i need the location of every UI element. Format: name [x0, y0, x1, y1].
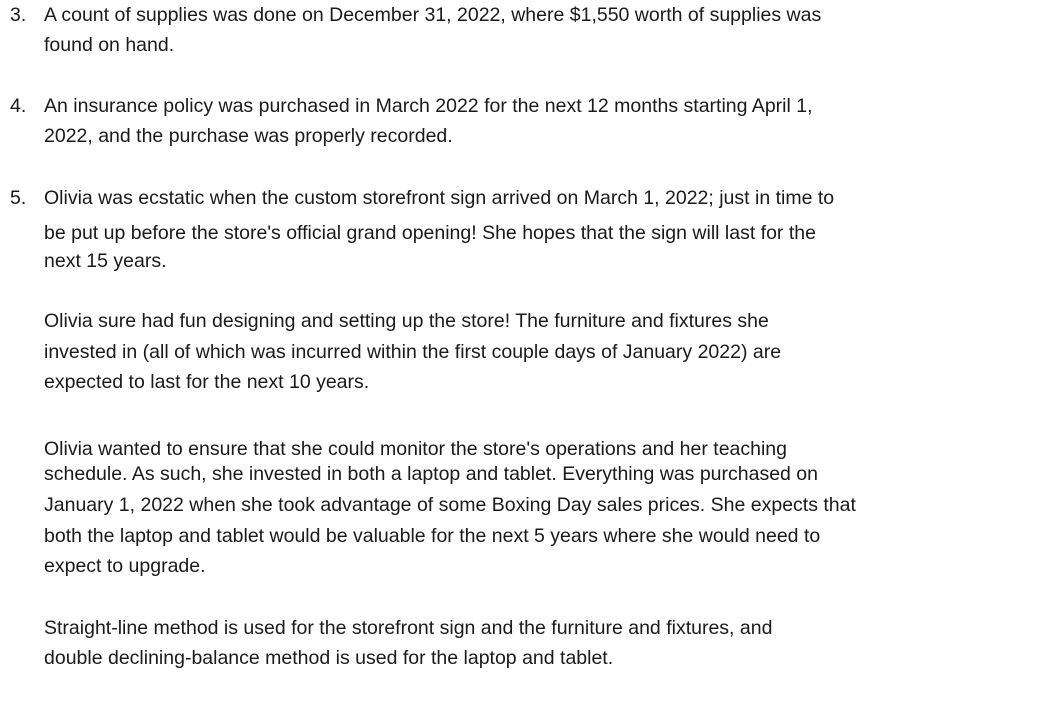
paragraph-line: double declining-balance method is used for the laptop and tablet. [44, 647, 614, 669]
paragraph-line: Olivia wanted to ensure that she could monitor the store's operations and her teaching [44, 438, 787, 460]
paragraph-line: Olivia sure had fun designing and setting up the store! The furniture and fixtures she [44, 310, 769, 332]
item-text-line: An insurance policy was purchased in March 2022 for the next 12 months starting April 1, [44, 95, 813, 117]
item-text-line: 2022, and the purchase was properly recorded. [44, 125, 453, 147]
item-number: 3. [10, 4, 27, 26]
paragraph-line: Straight-line method is used for the storefront sign and the furniture and fixtures, and [44, 617, 773, 639]
paragraph-line: schedule. As such, she invested in both a laptop and tablet. Everything was purchased on [44, 463, 819, 485]
item-text-line: next 15 years. [44, 250, 167, 272]
item-text-line: A count of supplies was done on December 31, 2022, where $1,550 worth of supplies was [44, 4, 822, 26]
item-number: 5. [10, 187, 27, 209]
paragraph-line: both the laptop and tablet would be valuable for the next 5 years where she would need to [44, 525, 821, 547]
paragraph-line: expect to upgrade. [44, 555, 206, 577]
paragraph-line: expected to last for the next 10 years. [44, 371, 370, 393]
item-text-line: Olivia was ecstatic when the custom storefront sign arrived on March 1, 2022; just in time to [44, 187, 835, 209]
item-text-line: found on hand. [44, 34, 175, 56]
item-text-line: be put up before the store's official grand opening! She hopes that the sign will last for the [44, 222, 816, 244]
paragraph-line: January 1, 2022 when she took advantage of some Boxing Day sales prices. She expects that [44, 494, 856, 516]
paragraph-line: invested in (all of which was incurred within the first couple days of January 2022) are [44, 341, 782, 363]
item-number: 4. [10, 95, 27, 117]
